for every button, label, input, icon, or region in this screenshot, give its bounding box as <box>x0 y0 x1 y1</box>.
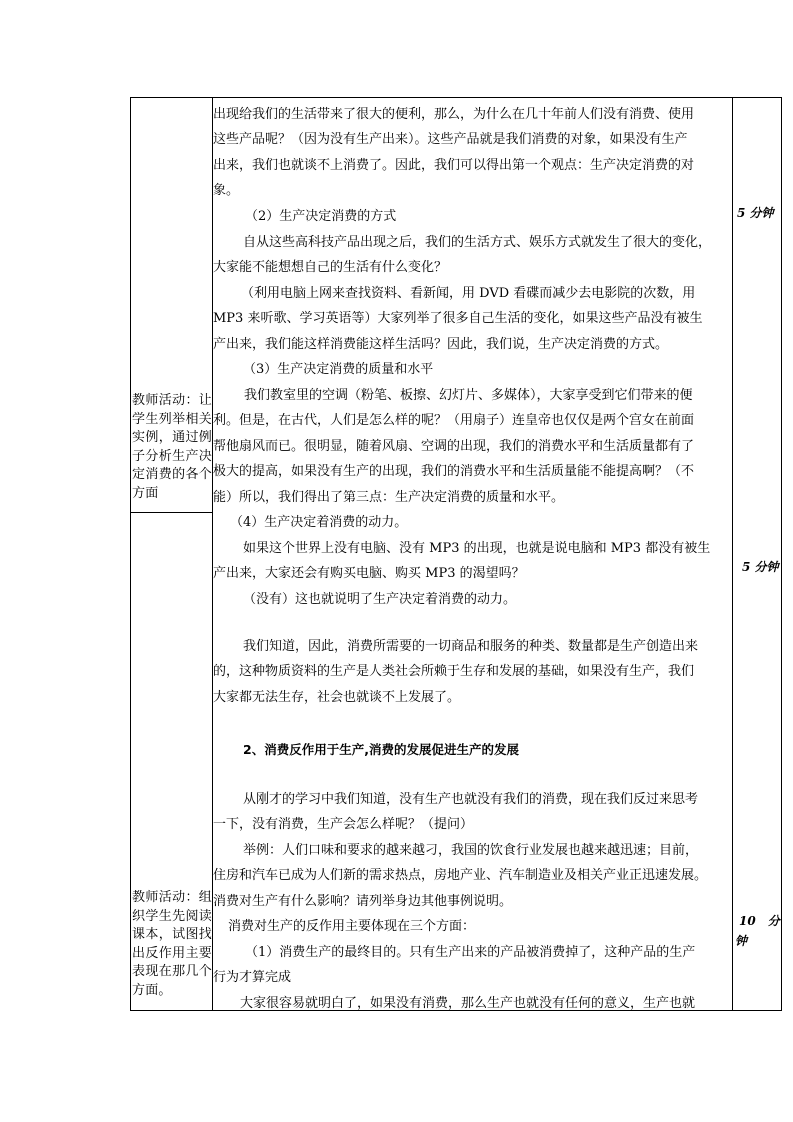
text-line: 极大的提高，如果没有生产的出现，我们的消费水平和生活质量能不能提高啊？（不 <box>213 464 695 479</box>
teacher-activity-2: 教师活动：组织学生先阅读课本，试图找出反作用主要表现在那几个方面。 <box>132 890 212 998</box>
text-line: 大家都无法生存，社会也就谈不上发展了。 <box>213 690 461 705</box>
teacher-activity-1: 教师活动：让学生列举相关实例，通过例子分析生产决定消费的各个方面 <box>132 393 212 501</box>
text-line: 出来，我们也就谈不上消费了。因此，我们可以得出第一个观点：生产决定消费的对 <box>213 158 695 173</box>
text-line: （没有）这也就说明了生产决定着消费的动力。 <box>243 592 517 607</box>
text-line: 帮他扇风而已。很明显，随着风扇、空调的出现，我们的消费水平和生活质量都有了 <box>213 439 695 454</box>
subheading-line: （4）生产决定着消费的动力。 <box>230 515 408 530</box>
text-line: 自从这些高科技产品出现之后，我们的生活方式、娱乐方式就发生了很大的变化， <box>243 235 712 250</box>
section-heading: 2、消费反作用于生产,消费的发展促进生产的发展 <box>243 742 519 757</box>
text-line: 大家能不能想想自己的生活有什么变化？ <box>213 260 448 275</box>
text-line: 出现给我们的生活带来了很大的便利，那么，为什么在几十年前人们没有消费、使用 <box>213 107 695 122</box>
text-line: 大家很容易就明白了，如果没有消费，那么生产也就没有任何的意义，生产也就 <box>240 996 696 1011</box>
time-label-1: 5 分钟 <box>737 206 774 220</box>
text-line: 举例：人们口味和要求的越来越刁，我国的饮食行业发展也越来越迅速；目前， <box>243 843 699 858</box>
text-line: （利用电脑上网来查找资料、看新闻，用 DVD 看碟而减少去电影院的次数，用 <box>241 286 696 301</box>
text-line: 能）所以，我们得出了第三点：生产决定消费的质量和水平。 <box>213 490 565 505</box>
time-label-3: 10 分 <box>739 914 780 928</box>
text-line: 产出来，我们能这样消费能这样生活吗？因此，我们说，生产决定消费的方式。 <box>213 337 669 352</box>
text-line: 住房和汽车已成为人们新的需求热点，房地产业、汽车制造业及相关产业正迅速发展。 <box>213 868 708 883</box>
text-line: 消费对生产的反作用主要体现在三个方面： <box>228 919 476 934</box>
text-line: 从刚才的学习中我们知道，没有生产也就没有我们的消费，现在我们反过来思考 <box>243 792 699 807</box>
subheading-line: （3）生产决定消费的质量和水平 <box>243 362 434 377</box>
text-line: 象。 <box>213 183 240 198</box>
text-line: 一下，没有消费，生产会怎么样呢？（提问） <box>213 817 474 832</box>
subheading-line: （2）生产决定消费的方式 <box>245 209 397 224</box>
subheading-line: （1）消费生产的最终目的。只有生产出来的产品被消费掉了，这种产品的生产 <box>245 945 696 960</box>
text-line: 消费对生产有什么影响？请列举身边其他事例说明。 <box>213 894 513 909</box>
column-divider-right <box>732 98 733 1010</box>
text-line: MP3 来听歌、学习英语等）大家列举了很多自己生活的变化，如果这些产品没有被生 <box>213 311 703 326</box>
text-line: 如果这个世界上没有电脑、没有 MP3 的出现，也就是说电脑和 MP3 都没有被生 <box>243 541 711 556</box>
text-line: 的，这种物质资料的生产是人类社会所赖于生存和发展的基础，如果没有生产，我们 <box>213 664 695 679</box>
time-label-3-cont: 钟 <box>735 934 748 948</box>
text-line: 这些产品呢？（因为没有生产出来）。这些产品就是我们消费的对象，如果没有生产 <box>213 132 688 147</box>
text-line: 利。但是，在古代，人们是怎么样的呢？（用扇子）连皇帝也仅仅是两个宫女在前面 <box>213 413 695 428</box>
text-line: 行为才算完成 <box>213 970 292 985</box>
time-label-2: 5 分钟 <box>742 560 779 574</box>
text-line: 产出来，大家还会有购买电脑、购买 MP3 的渴望吗？ <box>213 566 525 581</box>
row-divider <box>131 512 213 513</box>
text-line: 我们教室里的空调（粉笔、板擦、幻灯片、多媒体），大家享受到它们带来的便 <box>244 388 693 403</box>
text-line: 我们知道，因此，消费所需要的一切商品和服务的种类、数量都是生产创造出来 <box>243 639 699 654</box>
